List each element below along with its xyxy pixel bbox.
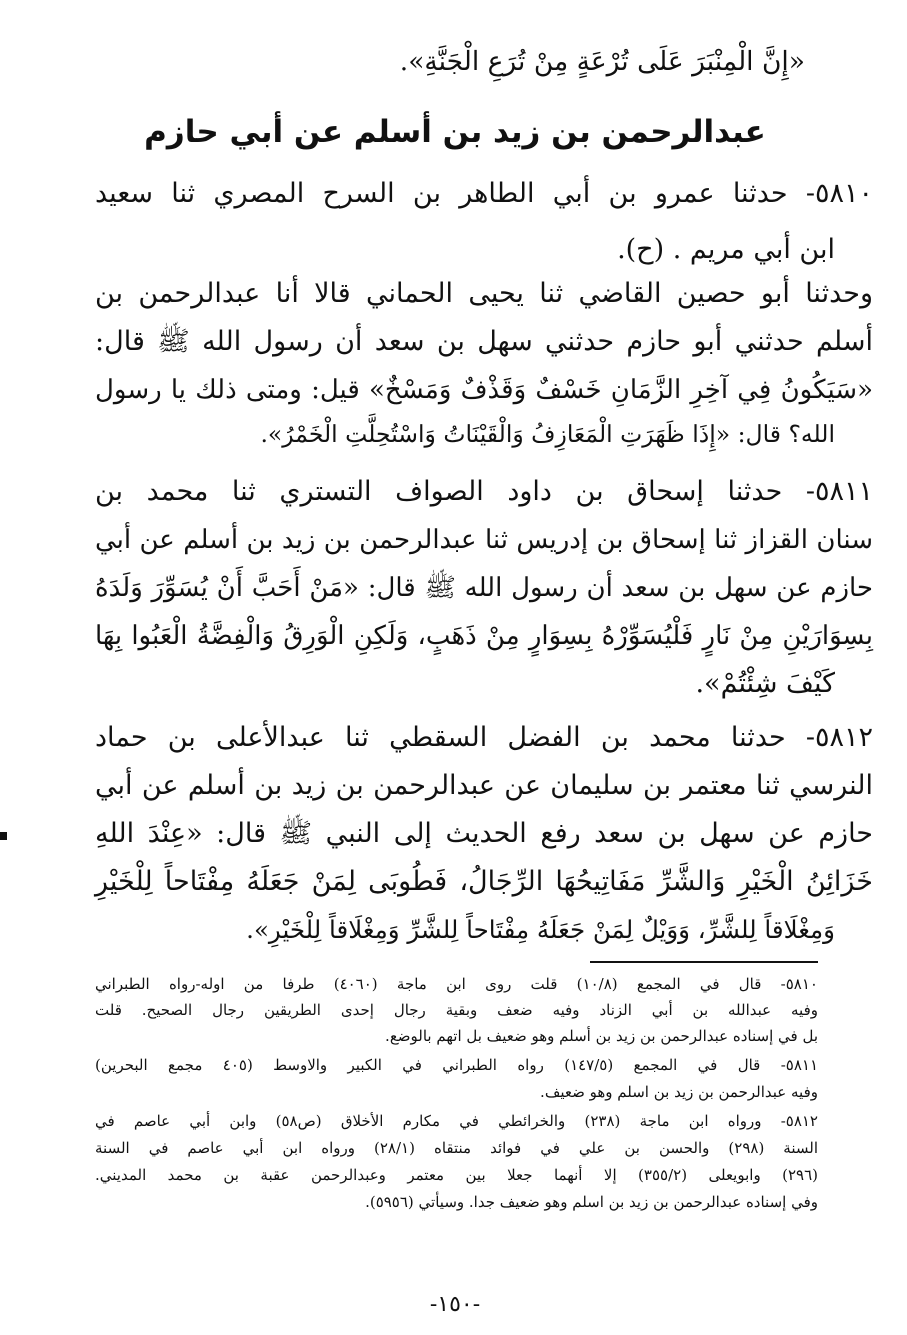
hadith-5812-line-3: حازم عن سهل بن سعد رفع الحديث إلى النبي ﷺ قال: «عِنْدَ اللهِ <box>95 818 873 849</box>
hadith-5810-line-1: ٥٨١٠- حدثنا عمرو بن أبي الطاهر بن السرح المصري ثنا سعيد <box>95 178 873 209</box>
hadith-5810-b-line-2: أسلم حدثني أبو حازم حدثني سهل بن سعد أن رسول الله ﷺ قال: <box>95 326 873 357</box>
hadith-5811-line-5: كَيْفَ شِئْتُمْ». <box>695 668 835 699</box>
hadith-5811-line-1: ٥٨١١- حدثنا إسحاق بن داود الصواف التستري ثنا محمد بن <box>95 476 873 507</box>
hadith-5811-line-3: حازم عن سهل بن سعد أن رسول الله ﷺ قال: «مَنْ أَحَبَّ أَنْ يُسَوِّرَ وَلَدَهُ <box>95 573 873 603</box>
footnote-5812-line-3: (٢٩٦) وابويعلى (٣٥٥/٢) إلا أنهما جعلا بين معتمر وعبدالرحمن عقبة بن محمد المديني. <box>95 1166 818 1184</box>
footnote-separator <box>590 961 818 963</box>
footnote-5810-line-3: بل في إسناده عبدالرحمن بن زيد بن أسلم وهو ضعيف بل اتهم بالوضع. <box>385 1027 818 1045</box>
footnote-5812-line-2: السنة (٢٩٨) والحسن بن علي في فوائد منتقاه (٢٨/١) ورواه ابن أبي عاصم في السنة <box>95 1139 818 1157</box>
hadith-5812-line-2: النرسي ثنا معتمر بن سليمان عن عبدالرحمن بن زيد بن أسلم عن أبي <box>95 770 873 801</box>
footnote-5811-line-1: ٥٨١١- قال في المجمع (١٤٧/٥) رواه الطبراني في الكبير والاوسط (٤٠٥ مجمع البحرين) <box>95 1056 819 1074</box>
margin-mark <box>0 832 7 840</box>
footnote-5810-line-1: ٥٨١٠- قال في المجمع (١٠/٨) قلت روى ابن ماجة (٤٠٦٠) طرفا من اوله-رواه الطبراني <box>95 975 818 993</box>
hadith-5810-b-line-1: وحدثنا أبو حصين القاضي ثنا يحيى الحماني قالا أنا عبدالرحمن بن <box>95 278 873 309</box>
footnote-5810-line-2: وفيه عبدالله بن أبي الزناد وفيه ضعف وبقية رجال إحدى الطريقين رجال الصحيح. قلت <box>95 1001 818 1019</box>
hadith-5812-line-5: وَمِغْلَاقاً لِلشَّرِّ، وَوَيْلٌ لِمَنْ جَعَلَهُ مِفْتَاحاً لِلشَّرِّ وَمِغْلَاقاً لِلْخَيْرِ». <box>246 915 835 944</box>
hadith-5811-line-2: سنان القزاز ثنا إسحاق بن إدريس ثنا عبدالرحمن بن زيد بن أسلم عن أبي <box>95 525 873 555</box>
hadith-5810-line-2: ابن أبي مريم . (ح). <box>617 234 835 265</box>
footnote-5812-line-4: وفي إسناده عبدالرحمن بن زيد بن اسلم وهو ضعيف جدا. وسيأتي (٥٩٥٦). <box>365 1193 818 1211</box>
footnote-5812-line-1: ٥٨١٢- ورواه ابن ماجة (٢٣٨) والخرائطي في مكارم الأخلاق (ص٥٨) وابن أبي عاصم في <box>95 1112 818 1130</box>
hadith-5812-line-4: خَزَائِنُ الْخَيْرِ وَالشَّرِّ مَفَاتِيحُهَا الرِّجَالُ، فَطُوبَى لِمَنْ جَعَلَهُ مِفْتَاحاً لِلْخَيْرِ <box>95 866 873 897</box>
continuation-line: «إِنَّ الْمِنْبَرَ عَلَى تُرْعَةٍ مِنْ تُرَعِ الْجَنَّةِ». <box>399 46 805 77</box>
hadith-5812-line-1: ٥٨١٢- حدثنا محمد بن الفضل السقطي ثنا عبدالأعلى بن حماد <box>95 722 873 753</box>
section-heading: عبدالرحمن بن زيد بن أسلم عن أبي حازم <box>144 114 766 150</box>
page-number: -١٥٠- <box>429 1292 481 1317</box>
hadith-5811-line-4: بِسِوَارَيْنِ مِنْ نَارٍ فَلْيُسَوِّرْهُ بِسِوَارٍ مِنْ ذَهَبٍ، وَلَكِنِ الْوَرِقُ وَالْفِضَّةُ الْعَبُوا بِهَا <box>95 621 873 651</box>
hadith-5810-b-line-4: الله؟ قال: «إِذَا ظَهَرَتِ الْمَعَازِفُ وَالْقَيْنَاتُ وَاسْتُحِلَّتِ الْخَمْرُ». <box>260 420 835 448</box>
hadith-5810-b-line-3: «سَيَكُونُ فِي آخِرِ الزَّمَانِ خَسْفٌ وَقَذْفٌ وَمَسْخٌ» قيل: ومتى ذلك يا رسول <box>95 375 873 405</box>
footnote-5811-line-2: وفيه عبدالرحمن بن زيد بن اسلم وهو ضعيف. <box>540 1083 818 1101</box>
